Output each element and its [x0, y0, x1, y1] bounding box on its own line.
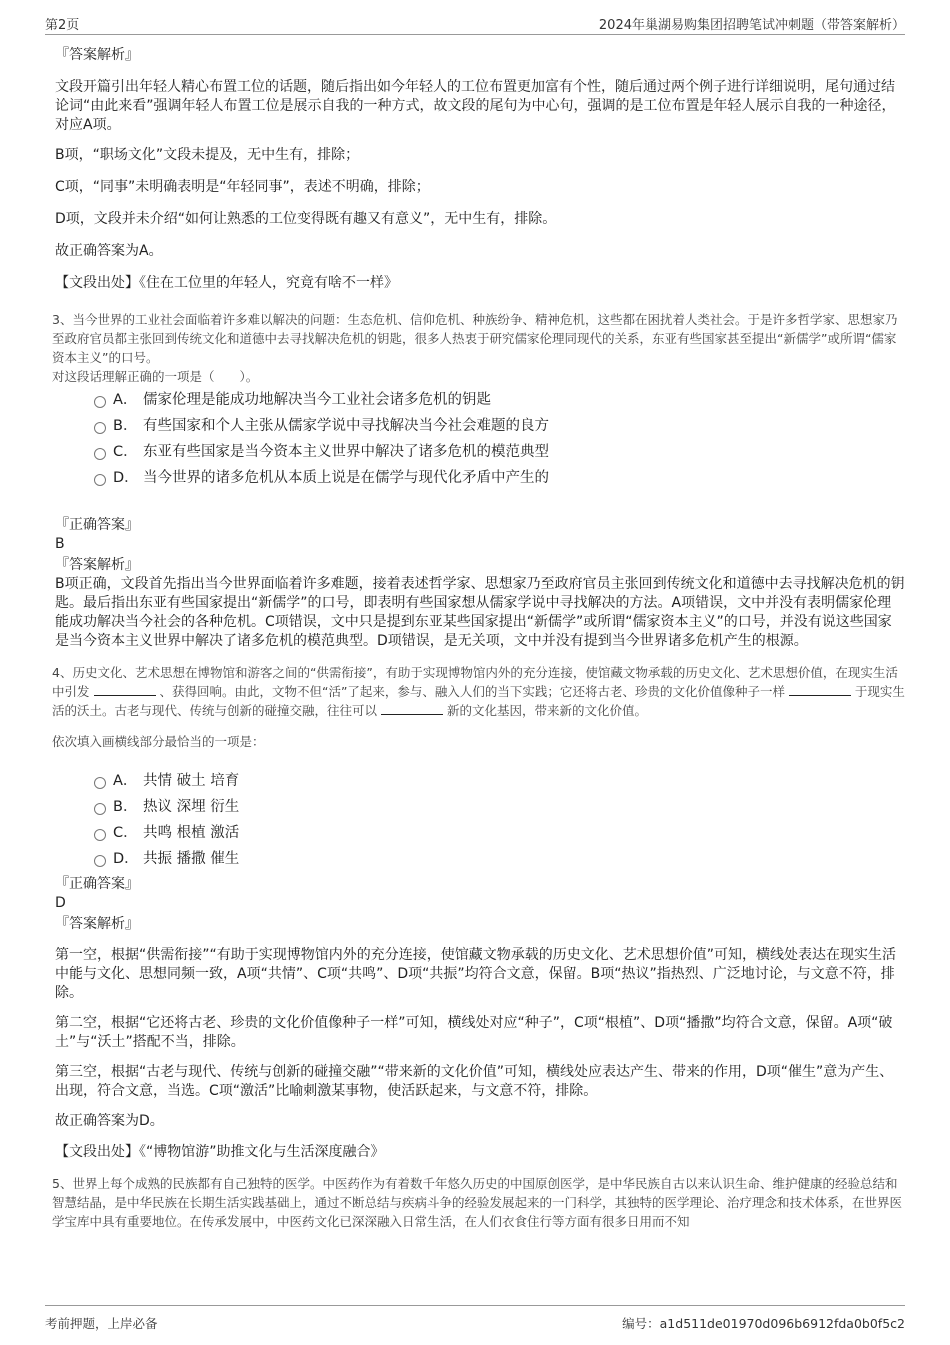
q4-source: 【文段出处】《“博物馆游”助推文化与生活深度融合》 — [55, 1144, 385, 1160]
q3-options — [55, 390, 905, 494]
radio-icon[interactable] — [94, 396, 106, 408]
q4-option-b[interactable]: B． 热议 深埋 衍生 — [55, 797, 905, 823]
q3-answer: B — [55, 536, 65, 552]
footer-slogan: 考前押题，上岸必备 — [45, 1316, 158, 1331]
blank-1 — [94, 683, 156, 696]
q4-analysis-3: 第三空，根据“古老与现代、传统与创新的碰撞交融”“带来新的文化价值”可知，横线处应表达产生、带来的作用，D项“催生”意为产生、出现，符合文意，当选。C项“激活”比喻刺激某事物，使活跃起来，与文意不符，排除。 — [55, 1064, 894, 1099]
radio-icon[interactable] — [94, 422, 106, 434]
page-header — [45, 12, 905, 35]
page-footer — [45, 1305, 905, 1336]
q3-stem: 3、当今世界的工业社会面临着许多难以解决的问题：生态危机、信仰危机、种族纷争、精神危机，这些都在困扰着人类社会。于是许多哲学家、思想家乃至政府官员都主张回到传统文化和道德中去寻找解决危机的钥匙，很多人热衷于研究儒家伦理同现代的关系，东亚有些国家甚至提出“新儒学”或所谓“儒家资本主义”的口号。 — [52, 312, 898, 365]
q3-analysis-label: 『答案解析』 — [55, 557, 139, 573]
q2-analysis-label: 『答案解析』 — [55, 47, 139, 63]
q3-prompt: 对这段话理解正确的一项是（ ）。 — [52, 369, 259, 384]
q2-source: 【文段出处】《住在工位里的年轻人，究竟有啥不一样》 — [55, 275, 398, 291]
q4-options — [55, 771, 905, 875]
q4-analysis-1: 第一空，根据“供需衔接”“有助于实现博物馆内外的充分连接，使馆藏文物承载的历史文化、艺术思想价值”可知，横线处表达在现实生活中能与文化、思想同频一致，A项“共情”、C项“共鸣”、D项“共振”均符合文意，保留。B项“热议”指热烈、广泛地讨论，与文意不符，排除。 — [55, 947, 897, 1001]
q4-answer-label: 『正确答案』 — [55, 876, 139, 892]
q2-analysis-p2: B项，“职场文化”文段未提及，无中生有，排除； — [55, 147, 360, 163]
q3-answer-label: 『正确答案』 — [55, 517, 139, 533]
radio-icon[interactable] — [94, 803, 106, 815]
q4-prompt: 依次填入画横线部分最恰当的一项是： — [52, 734, 265, 749]
radio-icon[interactable] — [94, 855, 106, 867]
page-content — [52, 44, 905, 1231]
q4-option-d[interactable]: D． 共振 播撒 催生 — [55, 849, 905, 875]
radio-icon[interactable] — [94, 474, 106, 486]
q3-option-c[interactable]: C． 东亚有些国家是当今资本主义世界中解决了诸多危机的模范典型 — [55, 442, 905, 468]
q3-analysis: B项正确，文段首先指出当今世界面临着许多难题，接着表述哲学家、思想家乃至政府官员主张回到传统文化和道德中去寻找解决危机的钥匙。最后指出东亚有些国家提出“新儒学”的口号，即表明有些国家想从儒家学说中寻找解决的方法。A项错误，文中并没有表明儒家伦理能成功解决当今社会的各种危机。C项错误，文中只是提到东亚某些国家提出“新儒学”或所谓“儒家资本主义”的口号，并没有说这些国家是当今资本主义世界中解决了诸多危机的模范典型。D项错误，是无关项，文中并没有提到当今世界诸多危机产生的根源。 — [55, 576, 905, 649]
q4-option-c[interactable]: C． 共鸣 根植 激活 — [55, 823, 905, 849]
q3-option-b[interactable]: B． 有些国家和个人主张从儒家学说中寻找解决当今社会难题的良方 — [55, 416, 905, 442]
document-code: 编号：a1d511de01970d096b6912fda0b0f5c2 — [622, 1316, 905, 1331]
q5-stem: 5、世界上每个成熟的民族都有自己独特的医学。中医药作为有着数千年悠久历史的中国原创医学，是中华民族自古以来认识生命、维护健康的经验总结和智慧结晶，是中华民族在长期生活实践基础上，通过不断总结与疾病斗争的经验发展起来的一门科学，其独特的医学理论、治疗理念和技术体系，在世界医学宝库中具有重要地位。在传承发展中，中医药文化已深深融入日常生活，在人们衣食住行等方面有很多日用而不知 — [52, 1176, 903, 1229]
blank-2 — [789, 683, 851, 696]
q2-analysis-p4: D项，文段并未介绍“如何让熟悉的工位变得既有趣又有意义”，无中生有，排除。 — [55, 211, 557, 227]
q2-analysis-p3: C项，“同事”未明确表明是“年轻同事”，表述不明确，排除； — [55, 179, 430, 195]
q4-stem: 4、历史文化、艺术思想在博物馆和游客之间的“供需衔接”，有助于实现博物馆内外的充分连接，使馆藏文物承载的历史文化、艺术思想价值，在现实生活中引发 、获得回响。由此，文物不但“活”了起来，参与、融入人们的当下实践；它还将古老、珍贵的文化价值像种子一样 于现实生活的沃土。古老与现代、传统与创新的碰撞交融，往往可以 新的文化基因，带来新的文化价值。 — [52, 665, 905, 718]
q2-analysis-p1: 文段开篇引出年轻人精心布置工位的话题，随后指出如今年轻人的工位布置更加富有个性，随后通过两个例子进行详细说明，尾句通过结论词“由此来看”强调年轻人布置工位是展示自我的一种方式，故文段的尾句为中心句，强调的是工位布置是年轻人展示自我的一种途径，对应A项。 — [55, 79, 896, 133]
q2-conclusion: 故正确答案为A。 — [55, 243, 163, 259]
radio-icon[interactable] — [94, 777, 106, 789]
q4-conclusion: 故正确答案为D。 — [55, 1113, 164, 1129]
q3-option-d[interactable]: D． 当今世界的诸多危机从本质上说是在儒学与现代化矛盾中产生的 — [55, 468, 905, 494]
q4-option-a[interactable]: A． 共情 破土 培育 — [55, 771, 905, 797]
radio-icon[interactable] — [94, 448, 106, 460]
q4-answer: D — [55, 895, 66, 911]
q4-analysis-label: 『答案解析』 — [55, 916, 139, 932]
radio-icon[interactable] — [94, 829, 106, 841]
q3-option-a[interactable]: A． 儒家伦理是能成功地解决当今工业社会诸多危机的钥匙 — [55, 390, 905, 416]
blank-3 — [381, 702, 443, 715]
page-number: 第2页 — [45, 18, 80, 33]
q4-analysis-2: 第二空，根据“它还将古老、珍贵的文化价值像种子一样”可知，横线处对应“种子”，C项“根植”、D项“播撒”均符合文意，保留。A项“破土”与“沃土”搭配不当，排除。 — [55, 1015, 893, 1050]
document-title: 2024年巢湖易购集团招聘笔试冲刺题（带答案解析） — [598, 18, 905, 33]
